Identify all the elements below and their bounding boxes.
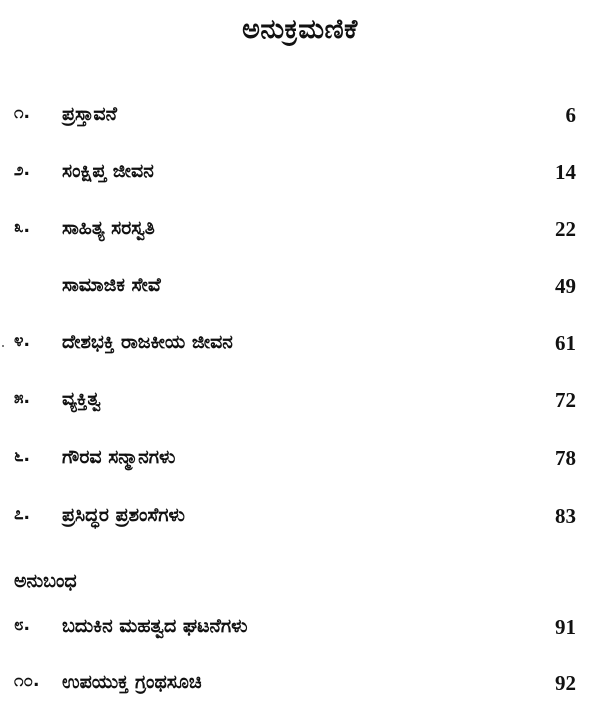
entry-number: ೪.: [14, 331, 30, 351]
entry-title: ಸಾಹಿತ್ಯ ಸರಸ್ವತಿ: [62, 217, 155, 239]
toc-entry: [0, 446, 600, 476]
toc-entry: [0, 388, 600, 418]
entry-page: 22: [555, 217, 576, 241]
entry-number: ೧.: [14, 103, 30, 123]
entry-title: ವ್ಯಕ್ತಿತ್ವ: [62, 388, 101, 410]
toc-entry: [0, 217, 600, 247]
entry-title: ದೇಶಭಕ್ತಿ ರಾಜಕೀಯ ಜೀವನ: [62, 331, 233, 353]
toc-entry: [0, 671, 600, 701]
toc-entry: [0, 331, 600, 361]
entry-title: ಗೌರವ ಸನ್ಮಾನಗಳು: [62, 446, 176, 468]
toc-title: ಅನುಕ್ರಮಣಿಕೆ: [242, 14, 358, 45]
entry-title: ಉಪಯುಕ್ತ ಗ್ರಂಥಸೂಚಿ: [62, 671, 202, 693]
toc-entry: [0, 103, 600, 133]
entry-page: 91: [555, 615, 576, 639]
entry-number: ೫.: [14, 388, 30, 408]
toc-entry: [0, 160, 600, 190]
entry-title: ಸಾಮಾಜಿಕ ಸೇವೆ: [62, 274, 161, 296]
entry-title: ಪ್ರಸಿದ್ಧರ ಪ್ರಶಂಸೆಗಳು: [62, 504, 185, 526]
entry-page: 61: [555, 331, 576, 355]
entry-page: 14: [555, 160, 576, 184]
toc-entry: [0, 615, 600, 645]
entry-page: 49: [555, 274, 576, 298]
entry-page: 83: [555, 504, 576, 528]
entry-number: ೭.: [14, 504, 30, 524]
entry-page: 92: [555, 671, 576, 695]
toc-entry: [0, 504, 600, 534]
entry-page: 78: [555, 446, 576, 470]
entry-number: ೩.: [14, 217, 30, 237]
entry-number: ೨.: [14, 160, 30, 180]
entry-page: 72: [555, 388, 576, 412]
entry-number: ೮.: [14, 615, 30, 635]
entry-title: ಪ್ರಸ್ತಾವನೆ: [62, 103, 117, 125]
entry-title: ಸಂಕ್ಷಿಪ್ತ ಜೀವನ: [62, 160, 154, 182]
entry-page: 6: [565, 103, 576, 127]
entry-title: ಬದುಕಿನ ಮಹತ್ವದ ಘಟನೆಗಳು: [62, 615, 248, 637]
entry-number: ೧೦.: [14, 671, 40, 691]
entry-number: ೬.: [14, 446, 30, 466]
toc-entry: [0, 274, 600, 304]
appendix-heading: ಅನುಬಂಧ: [14, 570, 77, 592]
